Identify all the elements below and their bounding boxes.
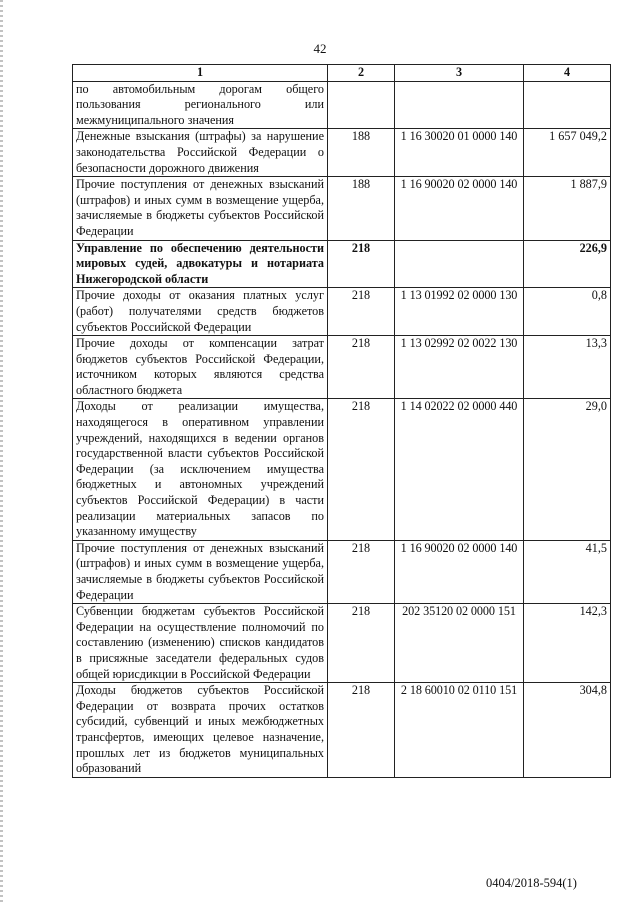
row-name-cell: Прочие доходы от компенсации затрат бюджетов субъектов Российской Федерации, источником которых являются средства областного бюджета (73, 336, 328, 399)
kbk-code-cell: 1 16 90020 02 0000 140 (395, 540, 524, 603)
column-header-3: 3 (395, 65, 524, 82)
column-header-2: 2 (328, 65, 395, 82)
kbk-code-cell: 1 13 02992 02 0022 130 (395, 336, 524, 399)
admin-code-cell: 188 (328, 129, 395, 177)
row-name-cell: Прочие поступления от денежных взысканий (штрафов) и иных сумм в возмещение ущерба, зачисляемые в бюджеты субъектов Российской Федерации (73, 540, 328, 603)
amount-cell: 304,8 (524, 683, 611, 778)
table-body (73, 81, 611, 777)
table-row (73, 177, 611, 240)
amount-cell: 13,3 (524, 336, 611, 399)
row-name-cell: по автомобильным дорогам общего пользования регионального или межмуниципального значения (73, 81, 328, 129)
page-number: 42 (313, 41, 327, 56)
kbk-code-cell: 202 35120 02 0000 151 (395, 604, 524, 683)
row-name-cell: Денежные взыскания (штрафы) за нарушение законодательства Российской Федерации о безопасности дорожного движения (73, 129, 328, 177)
row-name-cell: Доходы от реализации имущества, находящегося в оперативном управлении учреждений, находящихся в ведении органов государственной власти субъектов Российской Федерации (за исключением имущества бюджетных и автономных учреждений субъектов Российской Федерации) в части реализации материальных запасов по указанному имуществу (73, 399, 328, 540)
amount-cell: 29,0 (524, 399, 611, 540)
table-row (73, 683, 611, 778)
amount-cell (524, 81, 611, 129)
kbk-code-cell: 1 16 90020 02 0000 140 (395, 177, 524, 240)
column-header-4: 4 (524, 65, 611, 82)
kbk-code-cell: 1 16 30020 01 0000 140 (395, 129, 524, 177)
admin-code-cell: 218 (328, 240, 395, 288)
table-row (73, 81, 611, 129)
kbk-code-cell (395, 240, 524, 288)
admin-code-cell: 218 (328, 336, 395, 399)
kbk-code-cell: 1 13 01992 02 0000 130 (395, 288, 524, 336)
admin-code-cell: 218 (328, 540, 395, 603)
admin-code-cell: 188 (328, 177, 395, 240)
table-row (73, 399, 611, 540)
table-row (73, 129, 611, 177)
table-row (73, 288, 611, 336)
scan-edge (0, 0, 3, 905)
header-row (73, 65, 611, 82)
amount-cell: 41,5 (524, 540, 611, 603)
row-name-cell: Прочие доходы от оказания платных услуг (работ) получателями средств бюджетов субъектов Российской Федерации (73, 288, 328, 336)
admin-code-cell: 218 (328, 288, 395, 336)
table-row (73, 336, 611, 399)
table-row-section-header (73, 240, 611, 288)
row-name-cell: Субвенции бюджетам субъектов Российской Федерации на осуществление полномочий по составлению (изменению) списков кандидатов в присяжные заседатели федеральных судов общей юрисдикции в Российской Федерации (73, 604, 328, 683)
admin-code-cell: 218 (328, 399, 395, 540)
revenue-table (72, 64, 611, 778)
admin-code-cell: 218 (328, 604, 395, 683)
document-id: 0404/2018-594(1) (486, 876, 577, 890)
kbk-code-cell: 2 18 60010 02 0110 151 (395, 683, 524, 778)
kbk-code-cell: 1 14 02022 02 0000 440 (395, 399, 524, 540)
row-name-cell: Прочие поступления от денежных взысканий (штрафов) и иных сумм в возмещение ущерба, зачисляемые в бюджеты субъектов Российской Федерации (73, 177, 328, 240)
column-header-1: 1 (73, 65, 328, 82)
amount-cell: 0,8 (524, 288, 611, 336)
amount-cell: 1 657 049,2 (524, 129, 611, 177)
table-row (73, 604, 611, 683)
admin-code-cell (328, 81, 395, 129)
amount-cell: 1 887,9 (524, 177, 611, 240)
table-row (73, 540, 611, 603)
kbk-code-cell (395, 81, 524, 129)
admin-code-cell: 218 (328, 683, 395, 778)
row-name-cell: Доходы бюджетов субъектов Российской Федерации от возврата прочих остатков субсидий, субвенций и иных межбюджетных трансфертов, имеющих целевое назначение, прошлых лет из бюджетов муниципальных образований (73, 683, 328, 778)
amount-cell: 142,3 (524, 604, 611, 683)
amount-cell: 226,9 (524, 240, 611, 288)
section-name-cell: Управление по обеспечению деятельности мировых судей, адвокатуры и нотариата Нижегородской области (73, 240, 328, 288)
